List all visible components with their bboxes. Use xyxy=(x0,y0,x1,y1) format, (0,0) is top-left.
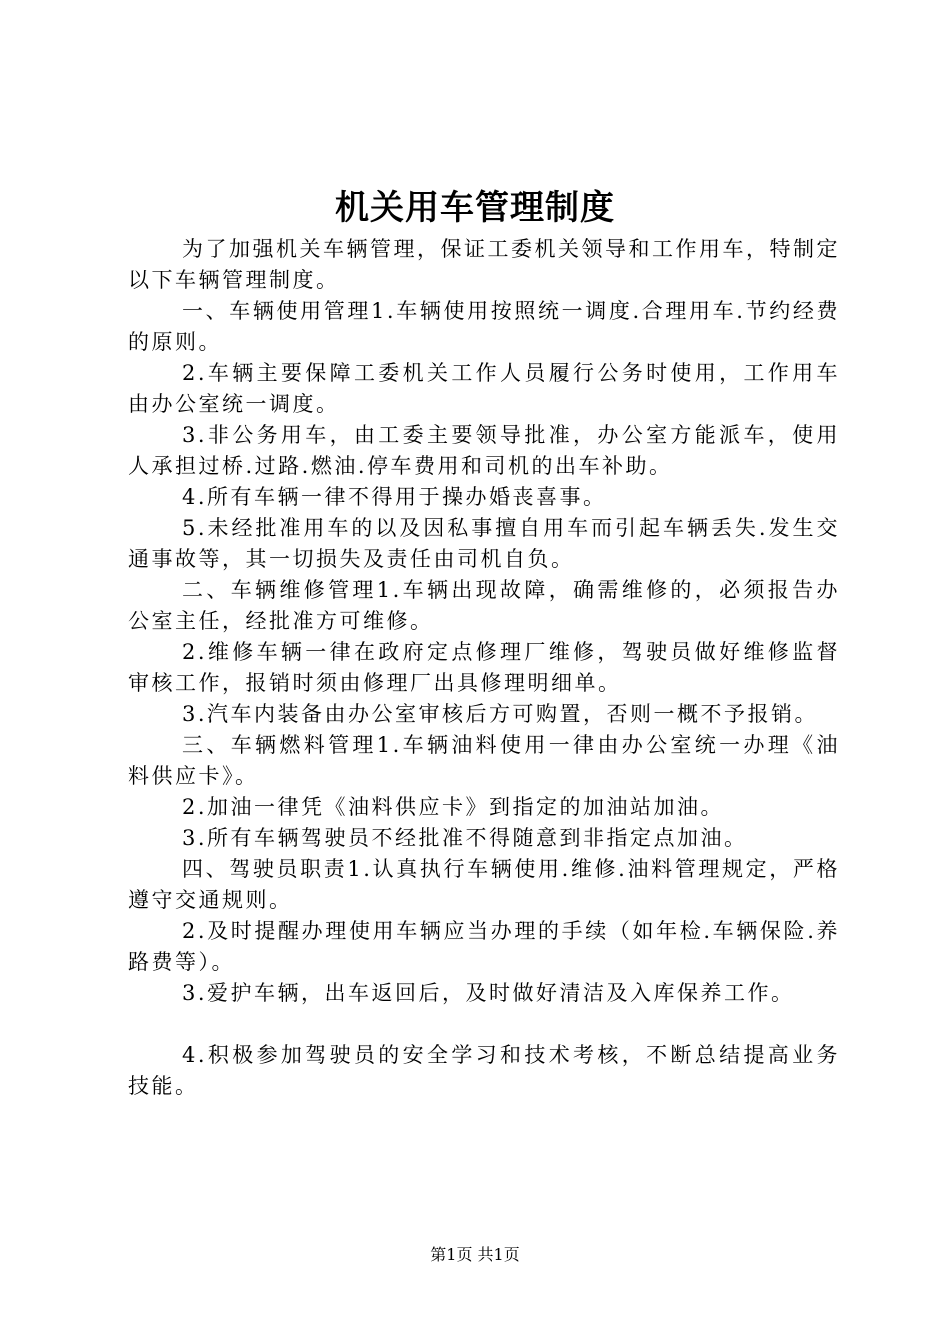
paragraph-section-4-item-1: 四、驾驶员职责1.认真执行车辆使用.维修.油料管理规定，严格遵守交通规则。 xyxy=(128,857,840,912)
paragraph-section-2-item-3: 3.汽车内装备由办公室审核后方可购置，否则一概不予报销。 xyxy=(182,702,819,726)
paragraph-section-1-item-3: 3.非公务用车，由工委主要领导批准，办公室方能派车，使用人承担过桥.过路.燃油.停车费用和司机的出车补助。 xyxy=(128,423,840,478)
paragraph-intro: 为了加强机关车辆管理，保证工委机关领导和工作用车，特制定以下车辆管理制度。 xyxy=(128,237,840,292)
paragraph-section-1-item-4: 4.所有车辆一律不得用于操办婚丧喜事。 xyxy=(182,485,607,509)
paragraph-section-4-item-4: 4.积极参加驾驶员的安全学习和技术考核，不断总结提高业务技能。 xyxy=(128,1043,840,1098)
paragraph-section-3-item-1: 三、车辆燃料管理1.车辆油料使用一律由办公室统一办理《油料供应卡》。 xyxy=(128,733,840,788)
document-title: 机关用车管理制度 xyxy=(335,188,615,228)
paragraph-section-3-item-3: 3.所有车辆驾驶员不经批准不得随意到非指定点加油。 xyxy=(182,826,748,850)
paragraph-section-4-item-2: 2.及时提醒办理使用车辆应当办理的手续（如年检.车辆保险.养路费等）。 xyxy=(128,919,840,974)
document-body xyxy=(128,234,840,1102)
page-footer: 第1页 共1页 xyxy=(430,1245,520,1264)
paragraph-section-1-item-2: 2.车辆主要保障工委机关工作人员履行公务时使用，工作用车由办公室统一调度。 xyxy=(128,361,840,416)
paragraph-section-3-item-2: 2.加油一律凭《油料供应卡》到指定的加油站加油。 xyxy=(182,795,725,819)
paragraph-section-2-item-2: 2.维修车辆一律在政府定点修理厂维修，驾驶员做好维修监督审核工作，报销时须由修理厂出具修理明细单。 xyxy=(128,640,840,695)
paragraph-section-1-item-1: 一、车辆使用管理1.车辆使用按照统一调度.合理用车.节约经费的原则。 xyxy=(128,299,840,354)
paragraph-section-4-item-3: 3.爱护车辆，出车返回后，及时做好清洁及入库保养工作。 xyxy=(182,981,795,1005)
paragraph-section-1-item-5: 5.未经批准用车的以及因私事擅自用车而引起车辆丢失.发生交通事故等，其一切损失及责任由司机自负。 xyxy=(128,516,840,571)
paragraph-section-2-item-1: 二、车辆维修管理1.车辆出现故障，确需维修的，必须报告办公室主任，经批准方可维修。 xyxy=(128,578,840,633)
